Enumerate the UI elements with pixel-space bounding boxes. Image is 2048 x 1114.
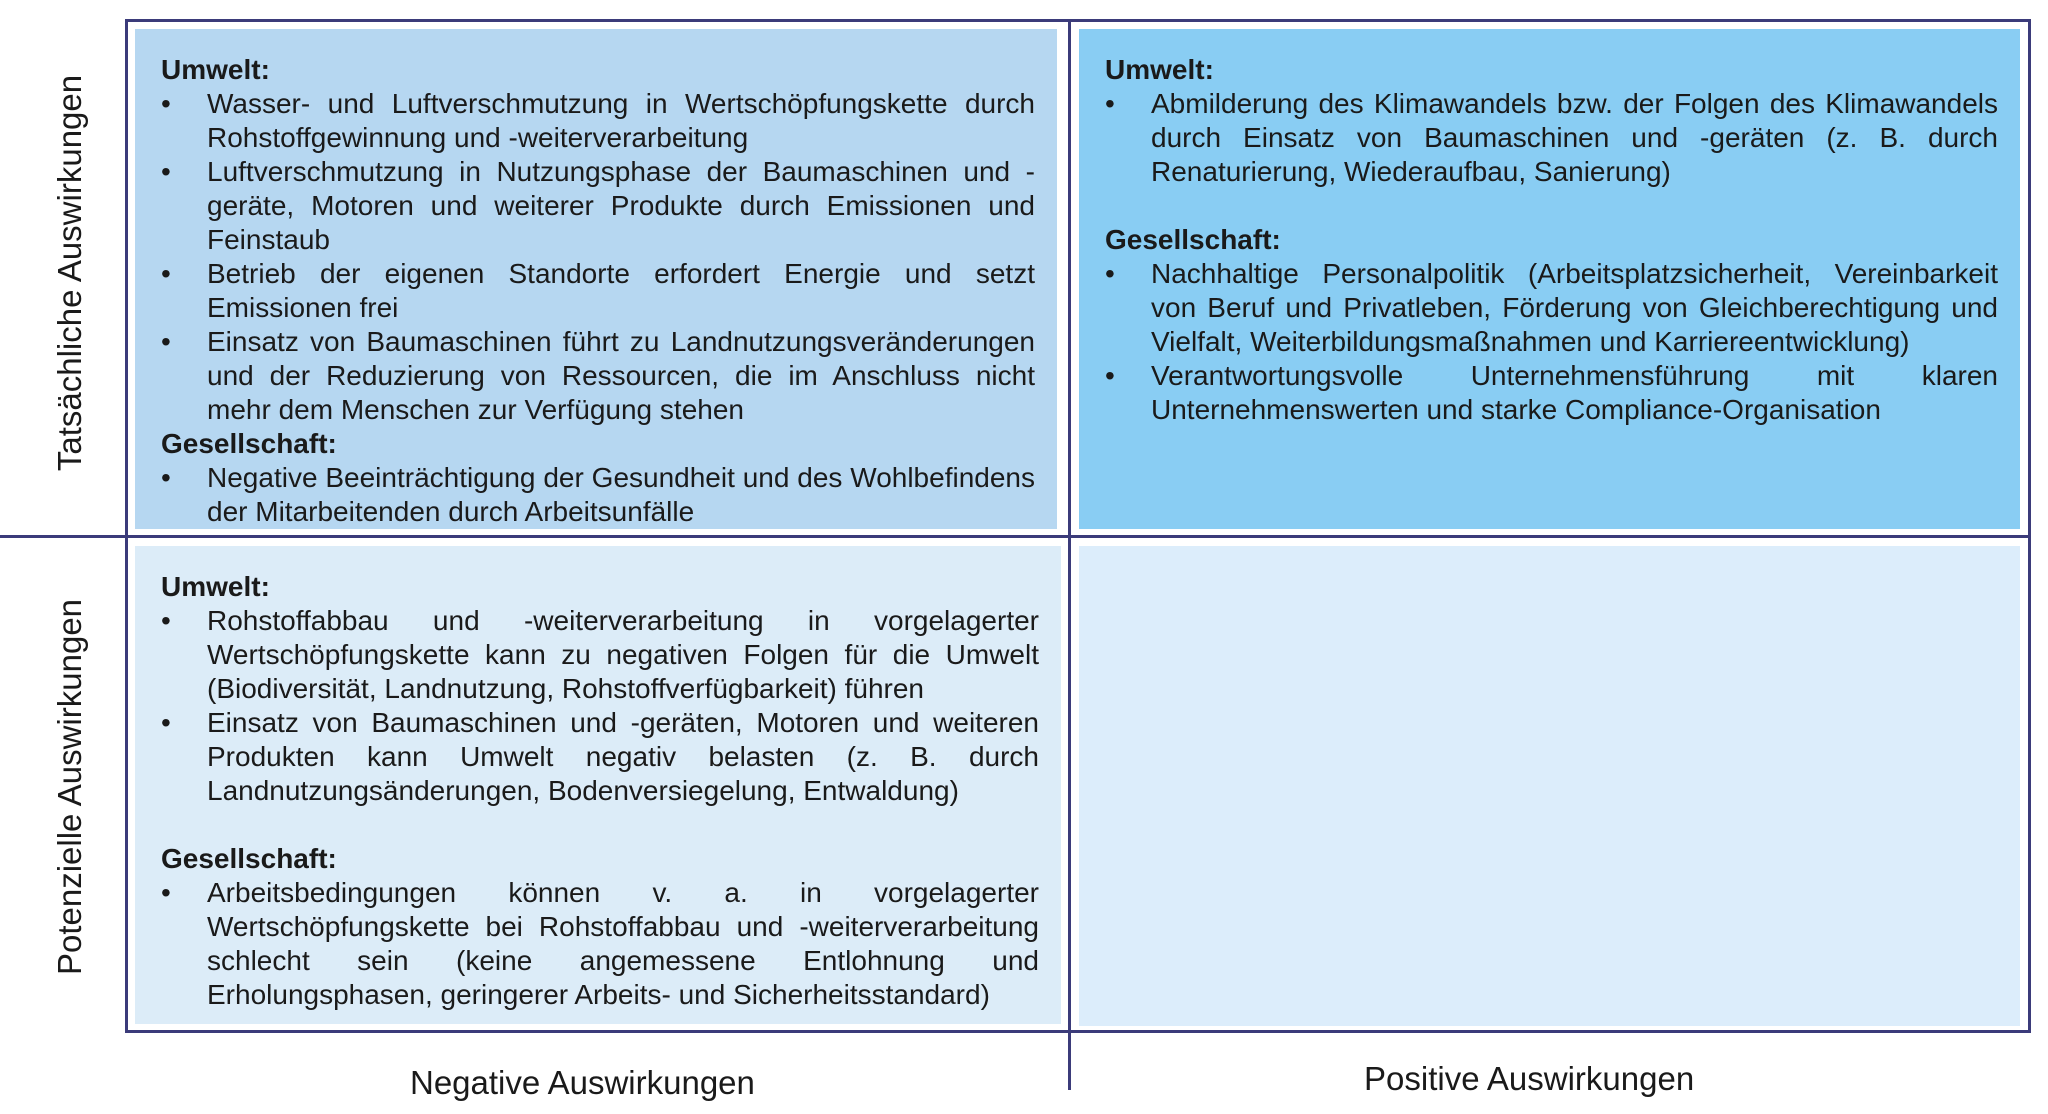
section-environment — [161, 570, 1039, 808]
y-axis-label-potential: Potenzielle Auswirkungen — [51, 598, 88, 976]
quadrant-potential-positive — [1079, 546, 2020, 1026]
list-item: • Negative Beeinträchtigung der Gesundheit und des Wohlbefindens der Mitarbeitenden durch Arbeitsunfälle — [161, 461, 1035, 529]
section-society — [1105, 223, 1998, 427]
section-society — [161, 842, 1039, 1012]
horizontal-divider — [0, 535, 2031, 538]
quadrant-actual-negative — [135, 29, 1057, 529]
vertical-divider — [1068, 19, 1071, 1090]
section-heading: Gesellschaft: — [1105, 224, 1281, 255]
list-item: • Abmilderung des Klimawandels bzw. der Folgen des Klimawandels durch Einsatz von Baumaschinen und -geräten (z. B. durch Renaturierung, Wiederaufbau, Sanierung) — [1105, 87, 1998, 189]
section-heading: Umwelt: — [161, 571, 270, 602]
list-item: • Einsatz von Baumaschinen und -geräten, Motoren und weiteren Produkten kann Umwelt negativ belasten (z. B. durch Landnutzungsänderungen, Bodenversiegelung, Entwaldung) — [161, 706, 1039, 808]
section-heading: Gesellschaft: — [161, 428, 337, 459]
quadrant-potential-negative — [135, 546, 1061, 1024]
list-item: • Arbeitsbedingungen können v. a. in vorgelagerter Wertschöpfungskette bei Rohstoffabbau und -weiterverarbeitung schlecht sein (keine angemessene Entlohnung und Erholungsphasen, geringerer Arbeits- und Sicherheitsstandard) — [161, 876, 1039, 1012]
list-item: • Nachhaltige Personalpolitik (Arbeitsplatzsicherheit, Vereinbarkeit von Beruf und Privatleben, Förderung von Gleichberechtigung und Vielfalt, Weiterbildungsmaßnahmen und Karriereentwicklung) — [1105, 257, 1998, 359]
quadrant-actual-positive — [1079, 29, 2020, 529]
section-society — [161, 427, 1035, 529]
list-item: • Einsatz von Baumaschinen führt zu Landnutzungsveränderungen und der Reduzierung von Ressourcen, die im Anschluss nicht mehr dem Menschen zur Verfügung stehen — [161, 325, 1035, 427]
list-item: • Verantwortungsvolle Unternehmensführung mit klaren Unternehmenswerten und starke Compliance-Organisation — [1105, 359, 1998, 427]
x-axis-label-positive: Positive Auswirkungen — [1364, 1060, 1695, 1097]
section-environment — [161, 53, 1035, 427]
y-axis-label-actual: Tatsächliche Auswirkungen — [51, 74, 88, 472]
list-item: • Betrieb der eigenen Standorte erfordert Energie und setzt Emissionen frei — [161, 257, 1035, 325]
list-item: • Luftverschmutzung in Nutzungsphase der Baumaschinen und -geräte, Motoren und weiterer Produkte durch Emissionen und Feinstaub — [161, 155, 1035, 257]
x-axis-label-negative: Negative Auswirkungen — [410, 1064, 755, 1101]
section-environment — [1105, 53, 1998, 189]
list-item: • Wasser- und Luftverschmutzung in Wertschöpfungskette durch Rohstoffgewinnung und -weiterverarbeitung — [161, 87, 1035, 155]
section-heading: Umwelt: — [161, 54, 270, 85]
section-heading: Gesellschaft: — [161, 843, 337, 874]
section-heading: Umwelt: — [1105, 54, 1214, 85]
list-item: • Rohstoffabbau und -weiterverarbeitung in vorgelagerter Wertschöpfungskette kann zu negativen Folgen für die Umwelt (Biodiversität, Landnutzung, Rohstoffverfügbarkeit) führen — [161, 604, 1039, 706]
